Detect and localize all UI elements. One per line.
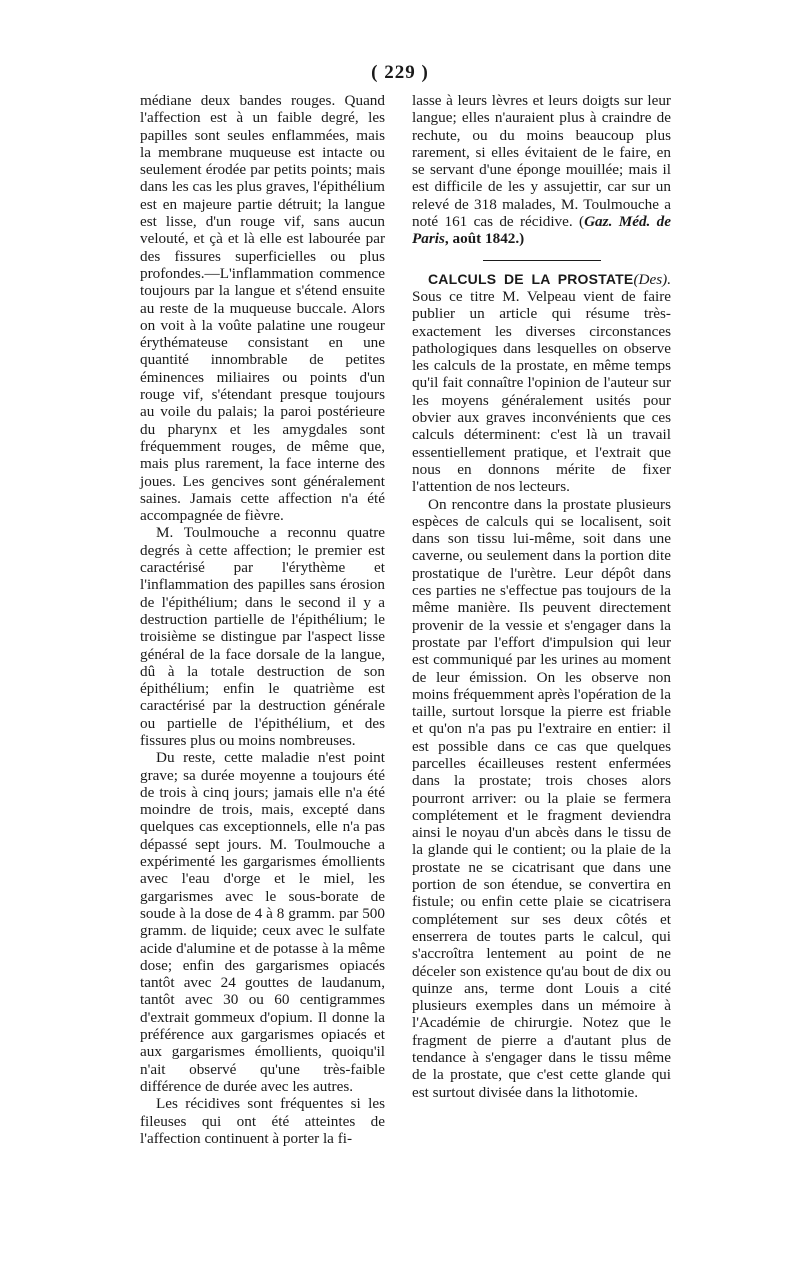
- citation-date: , août 1842.): [444, 230, 525, 248]
- right-column: [412, 92, 671, 1101]
- section-heading-suffix: (Des).: [633, 270, 671, 288]
- section-divider: [483, 260, 601, 261]
- left-paragraph-3: Du reste, cette maladie n'est point grave; sa durée moyenne a toujours été de trois à cinq jours; jamais elle n'a été moindre de trois, mais, excepté dans quelques cas exceptionnels, elle n'a pas dépassé sept jours. M. Toulmouche a expérimenté les gargarismes émollients avec l'eau d'orge et le miel, les gargarismes avec le sous-borate de soude à la dose de 4 à 8 gramm. par 500 gramm. de liquide; ceux avec le sulfate acide d'alumine et de potasse à la même dose; enfin des gargarismes opiacés tantôt avec 24 gouttes de laudanum, tantôt avec 30 ou 60 centigrammes d'extrait gommeux d'opium. Il donne la préférence aux gargarismes opiacés et aux gargarismes émollients, quoiqu'il n'ait observé qu'une très-faible différence de durée avec les autres.: [140, 749, 385, 1095]
- continuation-text: lasse à leurs lèvres et leurs doigts sur leur langue; elles n'auraient plus à craindre de rechute, ou du moins beaucoup plus rarement, si elles évitaient de le faire, en se servant d'une éponge mouillée; mais il est difficile de les y assujettir, car sur un relevé de 318 malades, M. Toulmouche a noté 161 cas de récidive. (: [412, 92, 671, 231]
- right-continuation-paragraph: [412, 92, 671, 248]
- left-paragraph-2: M. Toulmouche a reconnu quatre degrés à cette affection; le premier est caractérisé par l'érythème et l'inflammation des papilles sans érosion de l'épithélium; dans le second il y a destruction partielle de l'épithélium; le troisième se distingue par l'aspect lisse général de la face dorsale de la langue, dû à la totale destruction de son épithélium; enfin le quatrième est caractérisé par la destruction générale ou partielle de l'épithélium, et des fissures plus ou moins nombreuses.: [140, 524, 385, 749]
- left-paragraph-1: médiane deux bandes rouges. Quand l'affection est à un faible degré, les papilles sont seules enflammées, mais la membrane muqueuse est intacte ou seulement érodée par petits points; mais dans les cas les plus graves, l'épithélium est en majeure partie détruit; la langue est lisse, d'un rouge vif, sans aucun velouté, et çà et là elle est labourée par des fissures superficielles ou plus profondes.—L'inflammation commence toujours par la langue et s'étend ensuite au reste de la muqueuse buccale. Alors on voit à la voûte palatine une rougeur érythémateuse consistant en une quantité innombrable de petites éminences miliaires ou points d'un rouge vif, s'étendant presque toujours au voile du palais; la paroi postérieure du pharynx et les amygdales sont fréquemment rouges, de même que, mais plus rarement, la face interne des joues. Les gencives sont généralement saines. Jamais cette affection n'a été accompagnée de fièvre.: [140, 92, 385, 525]
- section-heading: CALCULS DE LA PROSTATE: [428, 270, 634, 287]
- section-intro-text: Sous ce titre M. Velpeau vient de faire publier un article qui résume très-exactement les diverses circonstances pathologiques dans lesquelles on observe les calculs de la prostate, en même temps qu'il fait connaître l'opinion de l'auteur sur les moyens généralement usités pour obvier aux graves inconvénients que ces calculs déterminent: c'est là un travail essentiellement pratique, et l'extrait que nous en donnons mérite de fixer l'attention de nos lecteurs.: [412, 287, 671, 496]
- left-paragraph-4: Les récidives sont fréquentes si les fileuses qui ont été atteintes de l'affection continuent à porter la fi-: [140, 1095, 385, 1147]
- section-body-paragraph: On rencontre dans la prostate plusieurs espèces de calculs qui se localisent, soit dans son tissu lui-même, soit dans une caverne, ou seulement dans la portion dite prostatique de l'urètre. Leur dépôt dans ces parties ne s'effectue pas toujours de la même manière. Ils peuvent directement provenir de la vessie et s'engager dans la prostate par l'effort d'impulsion qui leur est communiqué par les urines au moment de leur émission. On les observe non moins fréquemment après l'opération de la taille, surtout lorsque la pierre est friable et qu'on n'a pas pu l'extraire en entier: il est possible dans ce cas que quelques parcelles écailleuses restent enfermées dans la prostate; trois choses alors pourront arriver: ou la plaie se fermera complétement et le fragment deviendra ainsi le noyau d'un abcès dans le tissu de la glande qui le contient; ou la plaie de la prostate ne se cicatrisant que dans une portion de son étendue, se convertira en fistule; ou enfin cette plaie se cicatrisera complétement sur ses deux côtés et enserrera de toutes parts le calcul, qui s'accroîtra lentement au point de ne déceler son existence qu'au bout de dix ou quinze ans, terme dont Louis a cité plusieurs exemples dans un mémoire à l'Académie de chirurgie. Notez que le fragment de pierre a d'autant plus de tendance à s'engager dans le tissu même de la prostate, que c'est cette glande qui est surtout divisée dans la lithotomie.: [412, 495, 671, 1101]
- page-number: ( 229 ): [371, 62, 429, 83]
- section-intro-paragraph: [412, 271, 671, 496]
- citation-source: Gaz. Méd. de Paris: [412, 213, 671, 248]
- left-column: [140, 92, 385, 1147]
